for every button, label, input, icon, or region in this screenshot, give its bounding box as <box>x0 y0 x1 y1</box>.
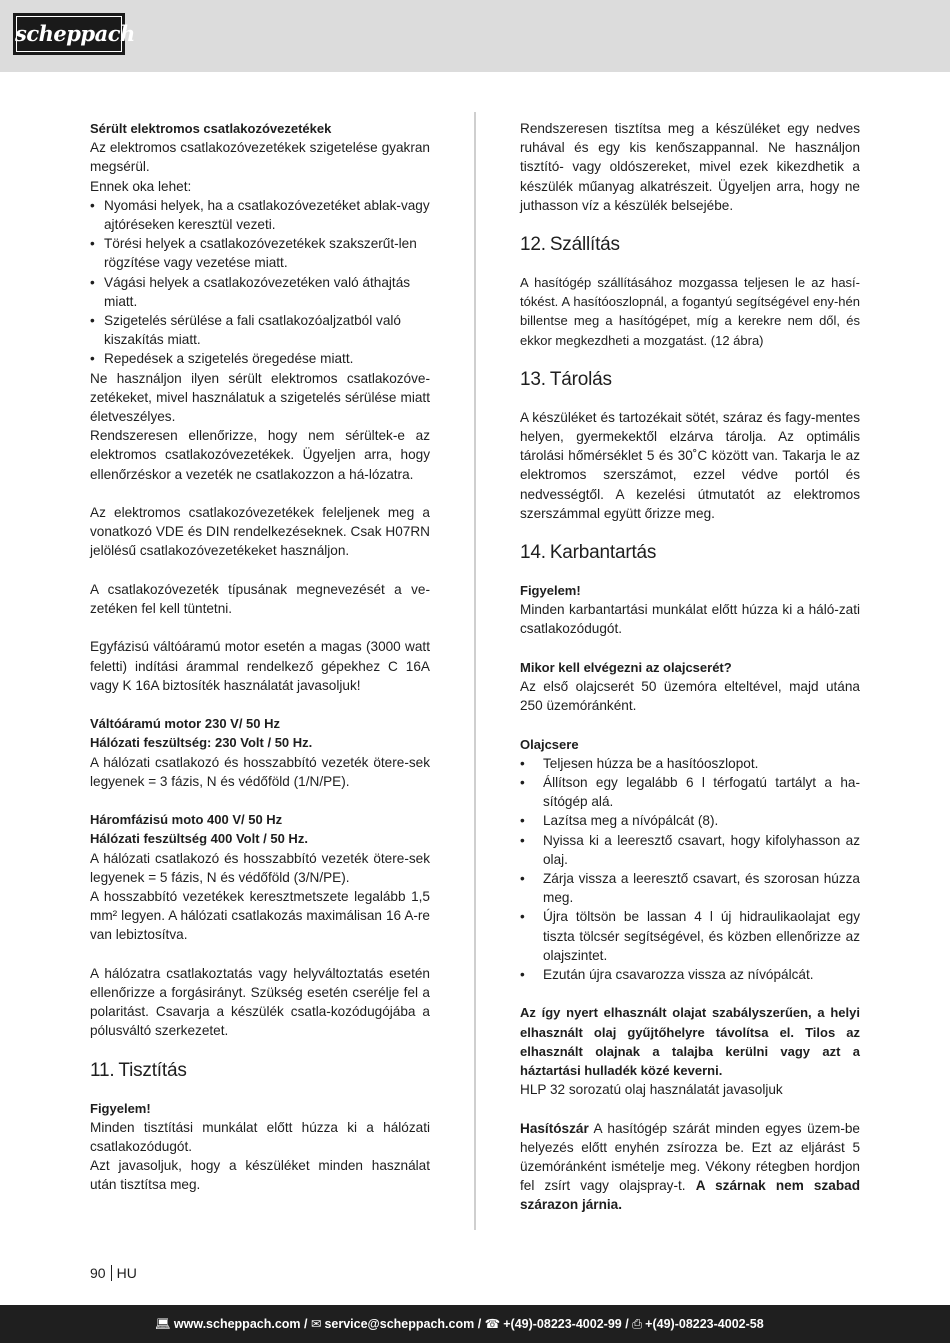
bullet: • <box>90 313 95 329</box>
three-phase-title: Háromfázisú moto 400 V/ 50 Hz <box>90 812 283 828</box>
list-item-text: Ezután újra csavarozza vissza az nívópálcát. <box>543 967 814 983</box>
cleaning-attention: Figyelem! <box>90 1100 151 1116</box>
bullet: • <box>520 813 525 829</box>
list-item-text: Nyomási helyek, ha a csatlakozóvezetéket ablak-vagy ajtóréseken keresztül vezeti. <box>104 197 430 233</box>
scheppach-logo: scheppach <box>13 13 125 55</box>
list-item-text: Vágási helyek a csatlakozóvezetéken való áthajtás miatt. <box>104 274 411 309</box>
phone-icon: ☎︎ <box>484 1317 501 1331</box>
page-language: HU <box>116 1265 137 1281</box>
ac-voltage-title: Hálózati feszültség: 230 Volt / 50 Hz. <box>90 735 313 751</box>
section-number: 13. <box>520 368 546 390</box>
section-number: 12. <box>520 234 546 256</box>
list-item <box>520 754 860 773</box>
section-heading-storage <box>520 368 860 392</box>
envelope-icon: ✉︎ <box>310 1317 322 1331</box>
bullet: • <box>90 236 95 252</box>
list-item-text: Törési helyek a csatlakozóvezetékek szakszerűt-len rögzítése vagy vezetése miatt. <box>104 236 417 271</box>
list-item-text: Teljesen húzza be a hasítóoszlopot. <box>543 755 759 771</box>
three-phase-text: A hálózati csatlakozó és hosszabbító vezeték ötere-sek legyenek = 5 fázis, N és védőföld (3/N/PE). <box>90 850 430 885</box>
computer-icon: 💻︎ <box>155 1317 171 1331</box>
splitting-rod-paragraph <box>520 1119 860 1215</box>
damaged-cables-intro: Az elektromos csatlakozóvezetékek szigetelése gyakran megsérül. <box>90 140 430 175</box>
bullet: • <box>520 871 525 887</box>
list-item-text: Lazítsa meg a nívópálcát (8). <box>543 813 719 829</box>
splitting-rod-title: Hasítószár <box>520 1120 589 1136</box>
bullet: • <box>520 775 525 791</box>
section-heading-maintenance <box>520 541 860 565</box>
footer-fax: +(49)-08223-4002-58 <box>645 1317 764 1331</box>
oil-recommendation: HLP 32 sorozatú olaj használatát javasoljuk <box>520 1082 783 1098</box>
rotation-direction-paragraph: A hálózatra csatlakoztatás vagy helyváltoztatás esetén ellenőrizze a forgásirányt. Szükség esetén cserélje fel a polaritást. Csavarja a készülék csatla-kozódugójába a pólusváltó szerkezetet. <box>90 965 430 1039</box>
footer-phone: +(49)-08223-4002-99 / <box>503 1317 629 1331</box>
page-number <box>90 1264 137 1282</box>
list-item-text: Állítson egy legalább 6 l térfogatú tartályt a ha-sítógép alá. <box>543 775 860 810</box>
section-title: Karbantartás <box>549 542 657 564</box>
damaged-cables-check: Rendszeresen ellenőrizze, hogy nem sérültek-e az elektromos csatlakozóvezetékek. Ügyeljen arra, hogy ellenőrzéskor a vezeték ne csatlakozzon a há-lózatra. <box>90 428 430 482</box>
bullet: • <box>520 832 525 848</box>
ac-text: A hálózati csatlakozó és hosszabbító vezeték ötere-sek legyenek = 3 fázis, N és védőföld (1/N/PE). <box>90 754 430 789</box>
list-item <box>520 831 860 869</box>
list-item <box>520 965 860 984</box>
bullet: • <box>520 909 525 925</box>
storage-paragraph: A készüléket és tartozékait sötét, száraz és fagy-mentes helyen, gyermekektől elzárva tárolja. Az optimális tárolási hőmérséklet 5 és 30˚C között van. Takarja le az elektromos szerszámot, ezzel védve portól és nedvességtől. A kezelési útmutatót az elektromos szerszámmal együtt őrizze meg. <box>520 409 860 521</box>
section-heading-transport <box>520 233 860 257</box>
cleaning-text-2: Azt javasoljuk, hogy a készüléket minden használat után tisztítsa meg. <box>90 1158 430 1193</box>
list-item-text: Újra töltsön be lassan 4 l új hidraulikaolajat egy tiszta tölcsér segítségével, és közben ellenőrizze az olajszintet. <box>543 909 860 963</box>
page-number-value: 90 <box>90 1265 106 1281</box>
vde-paragraph: Az elektromos csatlakozóvezetékek feleljenek meg a vonatkozó VDE és DIN rendelkezéseknek. Csak H07RN jelölésű csatlakozóvezetékeket használjon. <box>90 505 430 559</box>
cable-type-paragraph: A csatlakozóvezeték típusának megnevezését a ve-zetéken fel kell tüntetni. <box>90 581 430 617</box>
oil-change-title: Olajcsere <box>520 736 579 752</box>
list-item <box>90 311 430 349</box>
bullet: • <box>90 351 95 367</box>
section-number: 14. <box>520 542 546 564</box>
page-footer <box>0 1305 950 1343</box>
footer-email[interactable]: service@scheppach.com / <box>324 1317 482 1331</box>
oil-change-answer: Az első olajcserét 50 üzemóra elteltével, majd utána 250 üzemóránként. <box>520 679 860 714</box>
oil-change-steps <box>520 754 860 984</box>
list-item <box>520 773 860 811</box>
bullet: • <box>90 274 95 290</box>
section-title: Tárolás <box>549 368 612 390</box>
list-item <box>90 273 430 311</box>
damaged-cables-list <box>90 196 430 369</box>
oil-change-question: Mikor kell elvégezni az olajcserét? <box>520 659 732 675</box>
cleaning-text-1: Minden tisztítási munkálat előtt húzza ki a hálózati csatlakozódugót. <box>90 1119 430 1155</box>
list-item <box>90 349 430 368</box>
section-title: Tisztítás <box>118 1059 187 1081</box>
bullet: • <box>520 755 525 771</box>
bullet: • <box>520 967 525 983</box>
splitting-rod-text: A hasítógép szárát minden egyes üzem-be helyezés előtt enyhén zsírozza be. Ezt az eljárást 5 üzemóránként ismételje meg. Vékony rétegben hordjon fel zsírt vagy olajspray-t. <box>520 1120 860 1194</box>
column-divider <box>474 112 476 1230</box>
bullet: • <box>90 197 95 213</box>
list-item-text: Repedések a szigetelés öregedése miatt. <box>104 351 354 367</box>
splitting-rod-bold: A szárnak nem szabad szárazon járnia. <box>520 1178 861 1213</box>
three-phase-voltage-title: Hálózati feszültség 400 Volt / 50 Hz. <box>90 831 308 847</box>
section-title: Szállítás <box>549 234 620 256</box>
page-number-separator <box>111 1265 112 1281</box>
list-item <box>520 811 860 830</box>
list-item <box>520 907 860 965</box>
list-item-text: Nyissa ki a leeresztő csavart, hogy kifolyhasson az olaj. <box>543 832 860 867</box>
cable-cross-section-text: A hosszabbító vezetékek keresztmetszete legalább 1,5 mm² legyen. A hálózati csatlakozás maximálisan 16 A-re van lebiztosítva. <box>90 889 430 943</box>
cleaning-paragraph: Rendszeresen tisztítsa meg a készüléket egy nedves ruhával és egy kis kenőszappannal. Ne használjon tisztító- vagy oldószereket, mivel ezek kikezdhetik a készülék műanyag alkatrészeit. Ügyeljen arra, hogy ne juthasson víz a készülék belsejébe. <box>520 121 860 213</box>
maintenance-attention: Figyelem! <box>520 583 581 599</box>
section-heading-cleaning <box>90 1059 430 1083</box>
footer-contact <box>155 1305 764 1343</box>
left-column <box>90 119 430 1195</box>
list-item-text: Zárja vissza a leeresztő csavart, és szorosan húzza meg. <box>543 871 860 906</box>
list-item <box>90 196 430 234</box>
page-header <box>0 0 950 72</box>
ac-motor-title: Váltóáramú motor 230 V/ 50 Hz <box>90 716 281 732</box>
list-item <box>520 869 860 907</box>
right-column <box>520 119 860 1215</box>
section-title-damaged-cables: Sérült elektromos csatlakozóvezetékek <box>90 121 332 136</box>
list-item <box>90 234 430 272</box>
damaged-cables-cause: Ennek oka lehet: <box>90 178 192 194</box>
footer-web[interactable]: www.scheppach.com / <box>173 1317 308 1331</box>
fax-icon: ⎙ <box>632 1317 643 1331</box>
section-number: 11. <box>90 1059 115 1081</box>
fuse-paragraph: Egyfázisú váltóáramú motor esetén a magas (3000 watt feletti) indítási árammal rendelkező gépekhez C 16A vagy K 16A biztosíték használatát javasoljuk! <box>90 639 430 693</box>
waste-oil-warning: Az így nyert elhasznált olajat szabályszerűen, a helyi elhasznált olaj gyűjtőhelyre távolítsa el. Tilos az elhasznált olajnak a talajba kerülni vagy azt a háztartási hulladék közé keverni. <box>520 1005 860 1079</box>
transport-paragraph: A hasítógép szállításához mozgassa teljesen le az hasí-tókést. A hasítóoszlopnál, a fogantyú segítségével eny-hén billentse meg a hasítógépet, míg a kerekre nem dől, és ekkor megkezdheti a mozgatást. (12 ábra) <box>520 275 860 348</box>
list-item-text: Szigetelés sérülése a fali csatlakozóaljzatból való kiszakítás miatt. <box>104 313 401 348</box>
maintenance-text: Minden karbantartási munkálat előtt húzza ki a háló-zati csatlakozódugót. <box>520 602 860 637</box>
damaged-cables-warning: Ne használjon ilyen sérült elektromos csatlakozóve-zetékeket, mivel használatuk a szigetelés sérülése miatt életveszélyes. <box>90 370 430 425</box>
